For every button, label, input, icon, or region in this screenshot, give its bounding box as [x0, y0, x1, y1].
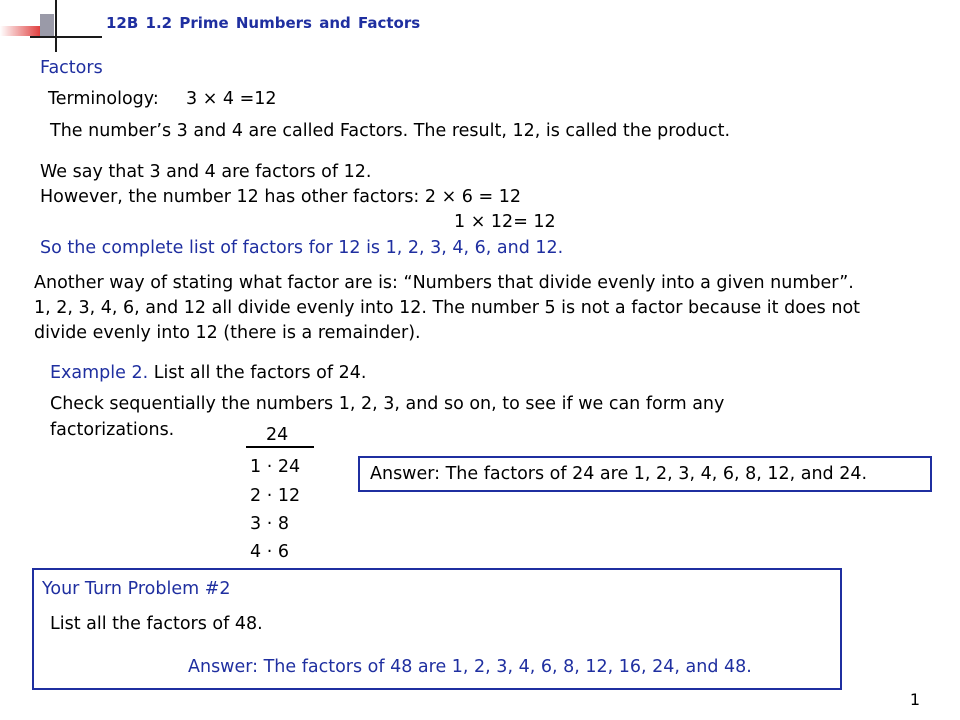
- page-number: 1: [909, 690, 920, 709]
- example-answer: Answer: The factors of 24 are 1, 2, 3, 4, 6, 8, 12, and 24.: [370, 464, 868, 484]
- second-factorization: 1 × 12= 12: [454, 212, 556, 232]
- factor-pair: 1 · 24: [250, 457, 301, 477]
- factor-pair: 4 · 6: [250, 542, 289, 562]
- header-accent-bar: [0, 26, 40, 36]
- section-title: Factors: [40, 58, 103, 78]
- complete-factor-list: So the complete list of factors for 12 is 1, 2, 3, 4, 6, and 12.: [40, 238, 564, 258]
- header-accent-square: [40, 14, 54, 36]
- header-horizontal-line: [30, 36, 102, 38]
- factor-pair: 2 · 12: [250, 486, 301, 506]
- example-text: List all the factors of 24.: [148, 363, 367, 383]
- example-heading: [50, 362, 366, 384]
- your-turn-prompt: List all the factors of 48.: [50, 614, 263, 634]
- check-instructions-line-1: Check sequentially the numbers 1, 2, 3, and so on, to see if we can form any: [50, 394, 725, 414]
- header-vertical-line: [55, 0, 57, 52]
- factor-table-divider: [246, 446, 314, 448]
- definition-line-3: divide evenly into 12 (there is a remainder).: [34, 323, 421, 343]
- definition-line-2: 1, 2, 3, 4, 6, and 12 all divide evenly into 12. The number 5 is not a factor because it does not: [34, 298, 861, 318]
- slide-header: 12B 1.2 Prime Numbers and Factors: [106, 14, 421, 32]
- check-instructions-line-2: factorizations.: [50, 420, 175, 440]
- terminology-expression: 3 × 4 =12: [186, 89, 277, 109]
- definition-line-1: Another way of stating what factor are is: “Numbers that divide evenly into a given number”.: [34, 273, 854, 293]
- your-turn-answer: Answer: The factors of 48 are 1, 2, 3, 4, 6, 8, 12, 16, 24, and 48.: [188, 657, 752, 677]
- factors-of-12-statement: We say that 3 and 4 are factors of 12.: [40, 162, 372, 182]
- terminology-label: Terminology:: [48, 89, 159, 109]
- factor-pair: 3 · 8: [250, 514, 289, 534]
- example-number: 24: [266, 425, 289, 445]
- other-factors-statement: However, the number 12 has other factors: 2 × 6 = 12: [40, 187, 522, 207]
- example-label: Example 2.: [50, 363, 149, 383]
- factors-explanation: The number’s 3 and 4 are called Factors. The result, 12, is called the product.: [50, 121, 731, 141]
- your-turn-title: Your Turn Problem #2: [42, 579, 231, 599]
